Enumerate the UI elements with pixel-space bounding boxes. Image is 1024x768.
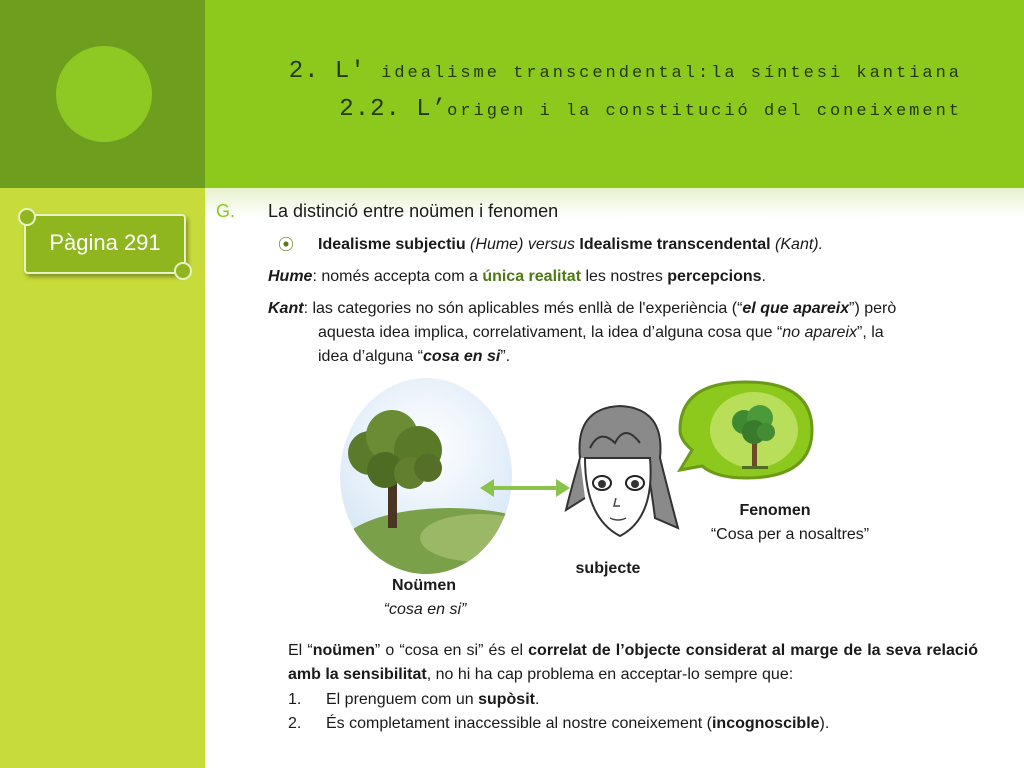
- list-text-end: ).: [819, 715, 830, 732]
- hume-text-1: : només accepta com a: [312, 268, 483, 285]
- bullet-b: (Hume) versus: [465, 236, 580, 253]
- kant-quote-2: no apareix: [782, 324, 857, 341]
- kant-text-3: aquesta idea implica, correlativament, la idea d’alguna cosa que “: [318, 324, 783, 341]
- kant-text-1: : las categories no són aplicables més enllà de l'experiència (“: [303, 300, 743, 317]
- hume-paragraph: [268, 265, 766, 289]
- bullet-c: Idealisme transcendental: [579, 236, 771, 253]
- kant-paragraph: [268, 297, 978, 369]
- decorative-circle: [56, 46, 152, 142]
- list-text: El prenguem com un: [326, 691, 479, 708]
- double-arrow-icon: [480, 476, 570, 500]
- para-bold: correlat de l’objecte considerat al marge de la seva relació amb la sensibilitat: [288, 642, 979, 683]
- kant-text-6: ”.: [500, 348, 511, 365]
- slide-title-line-1: [289, 58, 962, 85]
- title-1-small: idealisme transcendental:la síntesi kantiana: [381, 64, 962, 83]
- kant-line-2: [268, 321, 978, 345]
- bullet-d: (Kant).: [770, 236, 824, 253]
- title-2-small: origen i la constitució del coneixement: [447, 102, 962, 121]
- para-text-1: El “: [288, 642, 313, 659]
- para-text-2: ” o “cosa en si” és el: [374, 642, 529, 659]
- title-2-big: 2.2. L’: [339, 96, 448, 123]
- list-number: 2.: [288, 715, 302, 732]
- noumen-paragraph: [288, 639, 978, 687]
- kant-quote-3: cosa en si: [422, 348, 501, 365]
- bullet-a: Idealisme subjectiu: [318, 236, 466, 253]
- kant-text-2: ”) però: [849, 300, 897, 317]
- phenomenon-bubble-icon: [676, 378, 816, 488]
- para-text-3: , no hi ha cap problema en acceptar-lo sempre que:: [426, 666, 794, 683]
- page-tag-scroll: [24, 214, 186, 274]
- section-heading: La distinció entre noümen i fenomen: [268, 201, 559, 221]
- list-number: 1.: [288, 691, 302, 708]
- list-bold: supòsit: [478, 691, 535, 708]
- hume-text-3: .: [761, 268, 766, 285]
- subjecte-label: subjecte: [575, 560, 641, 577]
- kant-quote-1: el que apareix: [742, 300, 850, 317]
- noumen-title: Noümen: [392, 577, 456, 594]
- scroll-curl-icon: [18, 208, 36, 226]
- list-item: [288, 712, 829, 736]
- noumen-subtitle: “cosa en si”: [383, 601, 467, 618]
- kant-text-5: idea d’alguna “: [318, 348, 423, 365]
- hume-highlight: única realitat: [482, 268, 582, 285]
- kant-line-3: [268, 345, 978, 369]
- kant-text-4: ”, la: [857, 324, 884, 341]
- bullet-line: [318, 233, 823, 257]
- page-tag-label: Pàgina 291: [49, 230, 161, 255]
- hume-percepcions: percepcions: [667, 268, 762, 285]
- hume-text-2: les nostres: [581, 268, 668, 285]
- kant-name: Kant: [268, 300, 304, 317]
- list-item: [288, 688, 539, 712]
- subject-face-icon: [560, 398, 680, 548]
- hume-name: Hume: [268, 268, 313, 285]
- list-bold: incognoscible: [711, 715, 820, 732]
- slide-title-line-2: [339, 96, 962, 123]
- fenomen-subtitle: “Cosa per a nosaltres”: [710, 526, 870, 543]
- list-text: És completament inaccessible al nostre coneixement (: [326, 715, 712, 732]
- scroll-curl-icon: [174, 262, 192, 280]
- section-marker: G.: [216, 201, 236, 221]
- slide-header: [205, 0, 1024, 188]
- fenomen-title: Fenomen: [739, 502, 811, 519]
- list-text-end: .: [534, 691, 540, 708]
- title-1-big: 2. L': [288, 58, 382, 85]
- bullet-icon: ⦿: [278, 237, 295, 254]
- para-noumen: noümen: [312, 642, 375, 659]
